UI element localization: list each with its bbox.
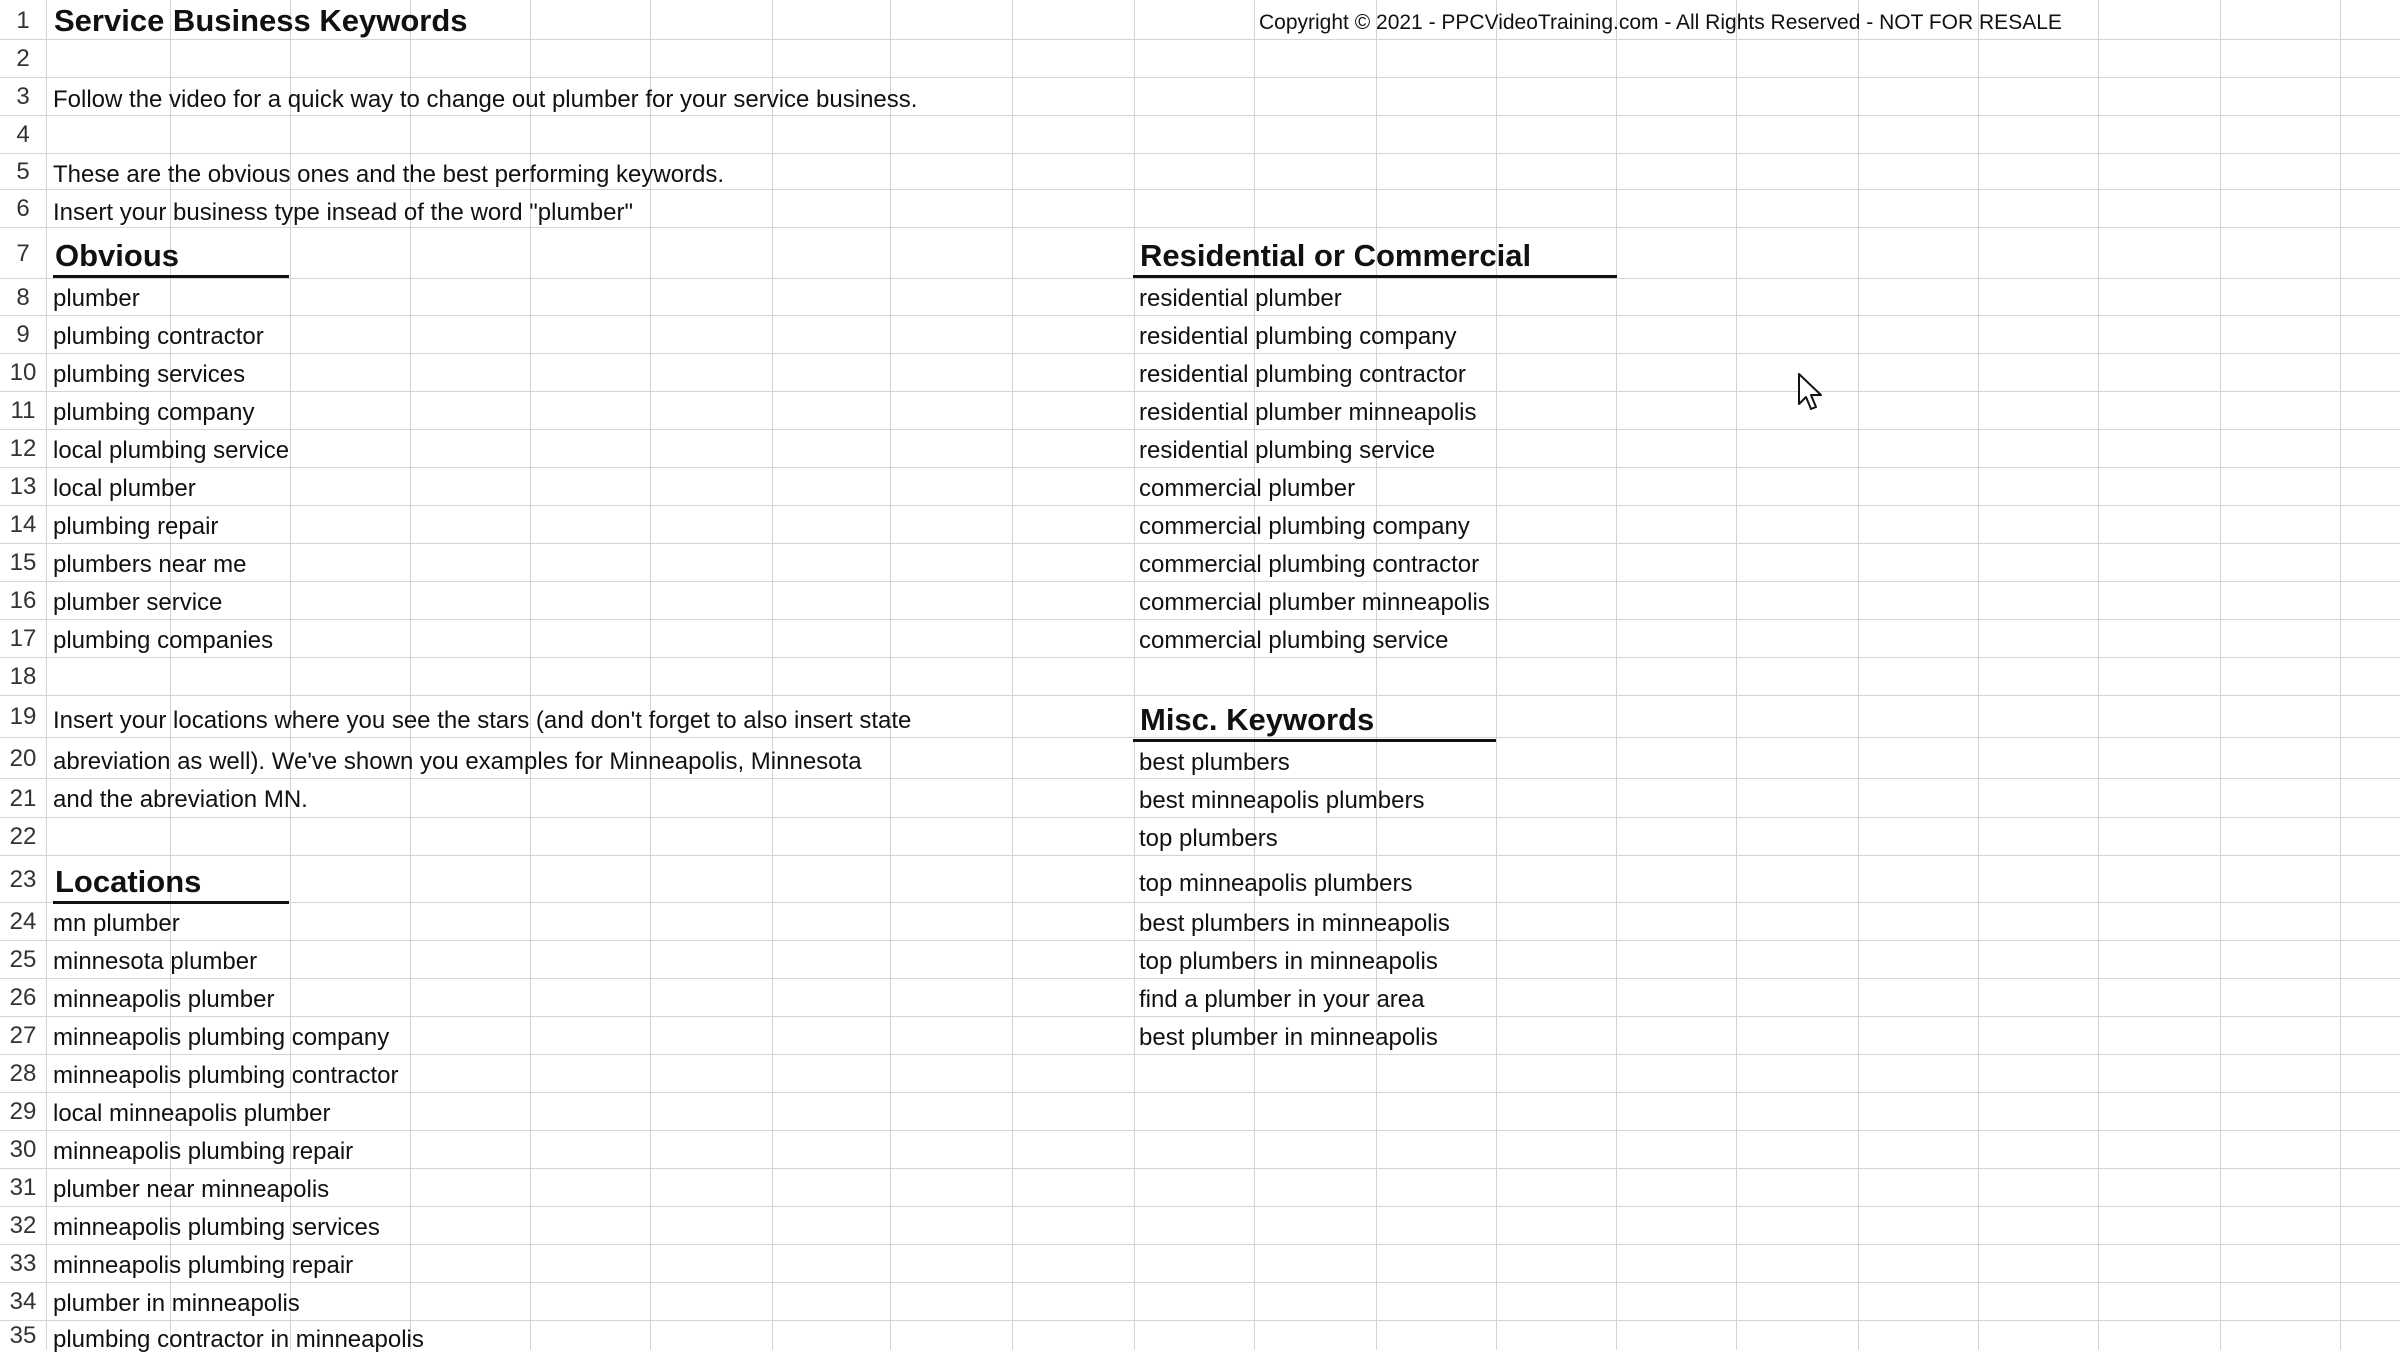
obvious-keyword-cell[interactable]: plumbing repair bbox=[53, 513, 219, 540]
row-number[interactable]: 18 bbox=[9, 663, 37, 690]
obvious-keyword-cell[interactable]: plumbing contractor bbox=[53, 323, 264, 350]
locations-keyword-cell[interactable]: minneapolis plumbing repair bbox=[53, 1138, 354, 1165]
row-number[interactable]: 33 bbox=[9, 1250, 37, 1277]
row-number[interactable]: 3 bbox=[16, 83, 30, 110]
residential-commercial-header-underline bbox=[1133, 275, 1617, 278]
row-number[interactable]: 9 bbox=[16, 321, 30, 348]
obvious-keyword-cell[interactable]: plumbing company bbox=[53, 399, 255, 426]
row-number[interactable]: 27 bbox=[9, 1022, 37, 1049]
row-number[interactable]: 5 bbox=[16, 158, 30, 185]
misc-keyword-cell[interactable]: best plumber in minneapolis bbox=[1139, 1024, 1438, 1051]
row-number[interactable]: 11 bbox=[10, 397, 36, 424]
intro-line-3[interactable]: Follow the video for a quick way to change out plumber for your service business. bbox=[53, 86, 918, 113]
mouse-pointer-icon bbox=[1797, 372, 1823, 412]
row-number[interactable]: 8 bbox=[16, 284, 30, 311]
misc-keyword-cell[interactable]: best plumbers in minneapolis bbox=[1139, 910, 1450, 937]
row-number[interactable]: 17 bbox=[9, 625, 37, 652]
residential-commercial-keyword-cell[interactable]: residential plumber minneapolis bbox=[1139, 399, 1477, 426]
locations-keyword-cell[interactable]: minneapolis plumbing contractor bbox=[53, 1062, 399, 1089]
misc-keyword-cell[interactable]: find a plumber in your area bbox=[1139, 986, 1425, 1013]
locations-keyword-cell[interactable]: minneapolis plumbing services bbox=[53, 1214, 380, 1241]
row-number[interactable]: 15 bbox=[9, 549, 37, 576]
locations-keyword-cell[interactable]: plumber in minneapolis bbox=[53, 1290, 300, 1317]
row-number[interactable]: 13 bbox=[9, 473, 37, 500]
row-number[interactable]: 32 bbox=[9, 1212, 37, 1239]
row-number[interactable]: 2 bbox=[16, 45, 30, 72]
row-number[interactable]: 35 bbox=[9, 1322, 37, 1349]
intro-line-5[interactable]: These are the obvious ones and the best performing keywords. bbox=[53, 161, 725, 188]
residential-commercial-keyword-cell[interactable]: commercial plumbing company bbox=[1139, 513, 1470, 540]
row-number[interactable]: 14 bbox=[9, 511, 37, 538]
row-number[interactable]: 7 bbox=[16, 240, 30, 267]
row-number[interactable]: 19 bbox=[9, 703, 37, 730]
row-number[interactable]: 25 bbox=[9, 946, 37, 973]
row-number[interactable]: 22 bbox=[9, 823, 37, 850]
row-number[interactable]: 31 bbox=[9, 1174, 37, 1201]
misc-keyword-cell[interactable]: top plumbers bbox=[1139, 825, 1278, 852]
row-number[interactable]: 20 bbox=[9, 745, 37, 772]
residential-commercial-keyword-cell[interactable]: commercial plumber minneapolis bbox=[1139, 589, 1490, 616]
residential-commercial-keyword-cell[interactable]: commercial plumber bbox=[1139, 475, 1356, 502]
row-number[interactable]: 26 bbox=[9, 984, 37, 1011]
misc-keyword-cell[interactable]: best plumbers bbox=[1139, 749, 1290, 776]
row-number[interactable]: 6 bbox=[16, 195, 30, 222]
locations-keyword-cell[interactable]: minneapolis plumber bbox=[53, 986, 275, 1013]
obvious-keyword-cell[interactable]: local plumbing service bbox=[53, 437, 290, 464]
row-number[interactable]: 21 bbox=[9, 785, 37, 812]
row-number[interactable]: 1 bbox=[16, 7, 30, 34]
intro-line-6[interactable]: Insert your business type insead of the word "plumber" bbox=[53, 199, 634, 226]
obvious-keyword-cell[interactable]: plumbing companies bbox=[53, 627, 274, 654]
obvious-header-underline bbox=[53, 275, 289, 278]
residential-commercial-keyword-cell[interactable]: residential plumbing service bbox=[1139, 437, 1436, 464]
misc-keyword-cell[interactable]: top plumbers in minneapolis bbox=[1139, 948, 1438, 975]
locations-keyword-cell[interactable]: minneapolis plumbing repair bbox=[53, 1252, 354, 1279]
misc-keyword-cell[interactable]: best minneapolis plumbers bbox=[1139, 787, 1425, 814]
row-number[interactable]: 12 bbox=[9, 435, 37, 462]
row-number[interactable]: 24 bbox=[9, 908, 37, 935]
row-number[interactable]: 29 bbox=[9, 1098, 37, 1125]
locations-header[interactable]: Locations bbox=[55, 864, 202, 899]
locations-keyword-cell[interactable]: plumber near minneapolis bbox=[53, 1176, 330, 1203]
residential-commercial-keyword-cell[interactable]: residential plumbing company bbox=[1139, 323, 1457, 350]
misc-keywords-header-underline bbox=[1133, 739, 1496, 742]
locations-keyword-cell[interactable]: minnesota plumber bbox=[53, 948, 258, 975]
locations-keyword-cell[interactable]: local minneapolis plumber bbox=[53, 1100, 331, 1127]
copyright-notice[interactable]: Copyright © 2021 - PPCVideoTraining.com - All Rights Reserved - NOT FOR RESALE bbox=[1259, 11, 2062, 34]
locations-header-underline bbox=[53, 901, 289, 904]
obvious-keyword-cell[interactable]: plumber bbox=[53, 285, 140, 312]
residential-commercial-keyword-cell[interactable]: commercial plumbing service bbox=[1139, 627, 1449, 654]
row-number[interactable]: 16 bbox=[9, 587, 37, 614]
row-number[interactable]: 4 bbox=[16, 121, 30, 148]
row-number[interactable]: 23 bbox=[9, 866, 37, 893]
locations-keyword-cell[interactable]: minneapolis plumbing company bbox=[53, 1024, 390, 1051]
sheet-title[interactable]: Service Business Keywords bbox=[54, 3, 468, 38]
residential-commercial-keyword-cell[interactable]: commercial plumbing contractor bbox=[1139, 551, 1480, 578]
obvious-keyword-cell[interactable]: local plumber bbox=[53, 475, 196, 502]
row-number[interactable]: 28 bbox=[9, 1060, 37, 1087]
obvious-keyword-cell[interactable]: plumbing services bbox=[53, 361, 246, 388]
locations-note-line-20[interactable]: abreviation as well). We've shown you examples for Minneapolis, Minnesota bbox=[53, 748, 862, 775]
obvious-header[interactable]: Obvious bbox=[55, 238, 180, 273]
misc-keyword-cell[interactable]: top minneapolis plumbers bbox=[1139, 870, 1413, 897]
locations-note-line-19[interactable]: Insert your locations where you see the stars (and don't forget to also insert state bbox=[53, 707, 912, 734]
residential-commercial-header[interactable]: Residential or Commercial bbox=[1140, 238, 1532, 273]
row-number[interactable]: 34 bbox=[9, 1288, 37, 1315]
obvious-keyword-cell[interactable]: plumber service bbox=[53, 589, 223, 616]
residential-commercial-keyword-cell[interactable]: residential plumbing contractor bbox=[1139, 361, 1466, 388]
row-number[interactable]: 30 bbox=[9, 1136, 37, 1163]
row-number[interactable]: 10 bbox=[9, 359, 37, 386]
locations-note-line-21[interactable]: and the abreviation MN. bbox=[53, 786, 308, 813]
misc-keywords-header[interactable]: Misc. Keywords bbox=[1140, 702, 1375, 737]
obvious-keyword-cell[interactable]: plumbers near me bbox=[53, 551, 247, 578]
locations-keyword-cell[interactable]: plumbing contractor in minneapolis bbox=[53, 1326, 424, 1353]
locations-keyword-cell[interactable]: mn plumber bbox=[53, 910, 180, 937]
residential-commercial-keyword-cell[interactable]: residential plumber bbox=[1139, 285, 1342, 312]
